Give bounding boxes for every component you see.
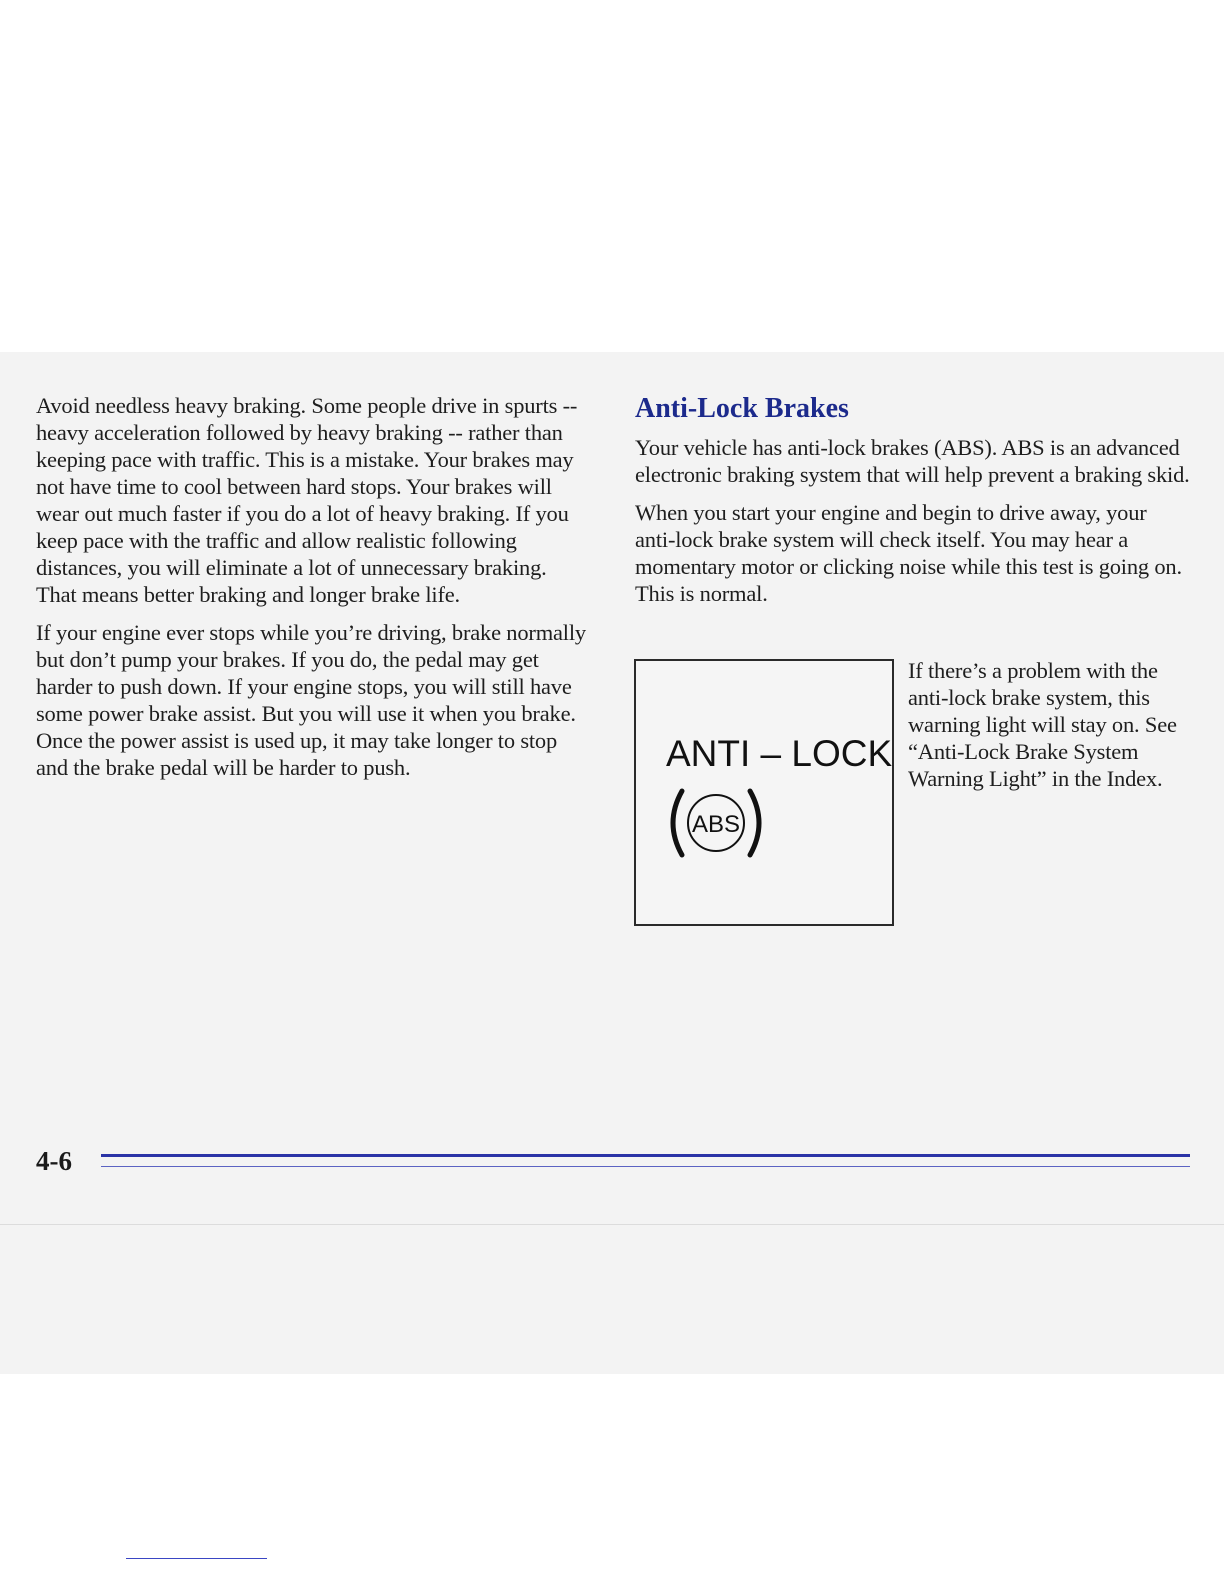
left-arc bbox=[673, 791, 682, 855]
abs-selfcheck-paragraph: When you start your engine and begin to drive away, your anti-lock brake system will check itself. You may hear a momentary motor or clicking noise while this test is going on. This is normal. bbox=[635, 500, 1182, 606]
left-column bbox=[36, 392, 588, 792]
abs-warning-icon bbox=[662, 783, 772, 863]
engine-stop-paragraph: If your engine ever stops while you’re driving, brake normally but don’t pump your brakes. If you do, the pedal may get harder to push down. If your engine stops, you will still have some power brake assist. But you will use it when you brake. Once the power assist is used up, it may take longer to stop and the brake pedal will be harder to push. bbox=[36, 620, 586, 780]
braking-tips-paragraph: Avoid needless heavy braking. Some people drive in spurts -- heavy acceleration followed by heavy braking -- rather than keeping pace with traffic. This is a mistake. Your brakes may not have time to cool between hard stops. Your brakes will wear out much faster if you do a lot of heavy braking. If you keep pace with the traffic and allow realistic following distances, you will eliminate a lot of unnecessary braking. That means better braking and longer brake life. bbox=[36, 393, 578, 607]
section-title: Anti-Lock Brakes bbox=[635, 393, 849, 424]
divider bbox=[0, 1224, 1224, 1225]
footer-rule bbox=[101, 1154, 1190, 1157]
page-number: 4-6 bbox=[36, 1146, 72, 1176]
warning-light-caption-block bbox=[908, 657, 1198, 803]
abs-symbol-text: ABS bbox=[691, 811, 741, 838]
abs-intro-paragraph: Your vehicle has anti-lock brakes (ABS). ABS is an advanced electronic braking system that will help prevent a braking skid. bbox=[635, 435, 1190, 487]
bottom-mark bbox=[126, 1558, 267, 1559]
footer-rule-thin bbox=[101, 1166, 1190, 1167]
right-arc bbox=[750, 791, 759, 855]
right-column bbox=[635, 392, 1191, 618]
warning-light-caption: If there’s a problem with the anti-lock brake system, this warning light will stay on. See “Anti-Lock Brake System Warning Light” in the Index. bbox=[908, 658, 1177, 791]
warning-light-label: ANTI – LOCK bbox=[666, 733, 893, 774]
abs-warning-light-illustration bbox=[634, 659, 894, 926]
